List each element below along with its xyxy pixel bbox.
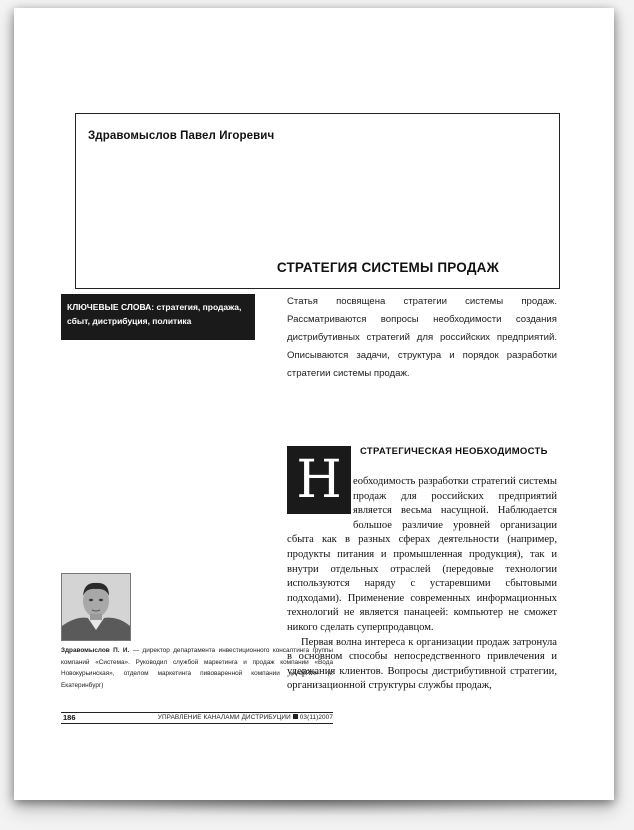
footer-rule — [61, 723, 333, 724]
square-bullet-icon — [293, 714, 298, 719]
header-frame — [75, 113, 560, 289]
paragraph: еобходимость разработки стратегий системы продаж для российских предприятий является весьма насущной. Наблюдается большое различие уровней организации сбыта как в разных сферах деятельности (например, продукты питания и промышленная продукция), так и внутри отдельных отраслей (передовые технологии используются наряду с устаревшими сбытовыми подходами). Применение современных информационных технологий не является панацеей: компьютер не сможет никого сделать суперпродавцом. — [287, 476, 557, 633]
paragraph: Первая волна интереса к организации продаж затронула в основном способы непосредственного привлечения и удержания клиентов. Вопросы дистрибутивной стратегии, организационной структуры службы продаж, — [287, 636, 557, 692]
author-name: Здравомыслов Павел Игоревич — [88, 130, 275, 142]
section-heading: СТРАТЕГИЧЕСКАЯ НЕОБХОДИМОСТЬ — [360, 446, 548, 457]
journal-footer — [158, 713, 333, 723]
dropcap: Н — [287, 446, 351, 514]
page-shadow — [10, 800, 616, 816]
page-number: 186 — [63, 713, 76, 722]
bio-text: — директор департамента инвестиционного консалтинга группы компаний «Система». Руководил службой маркетинга и продаж компании «Вода Новокурьинская», отделом маркетинга пивоваренной компании «КАМПИ» (г. Екатеринбург) — [61, 647, 333, 689]
author-photo — [61, 573, 131, 641]
issue-number: 03(11)2007 — [299, 714, 333, 721]
journal-name: УПРАВЛЕНИЕ КАНАЛАМИ ДИСТРИБУЦИИ — [157, 714, 291, 721]
article-title: СТРАТЕГИЯ СИСТЕМЫ ПРОДАЖ — [276, 260, 499, 275]
author-bio — [61, 645, 333, 691]
abstract: Статья посвящена стратегии системы продаж. Рассматриваются вопросы необходимости создания дистрибутивных стратегий для российских предприятий. Описываются задачи, структура и порядок разработки стратегии системы продаж. — [287, 296, 557, 379]
bio-name: Здравомыслов П. И. — [61, 647, 130, 654]
keywords-box: КЛЮЧЕВЫЕ СЛОВА: стратегия, продажа, сбыт, дистрибуция, политика — [61, 294, 255, 340]
